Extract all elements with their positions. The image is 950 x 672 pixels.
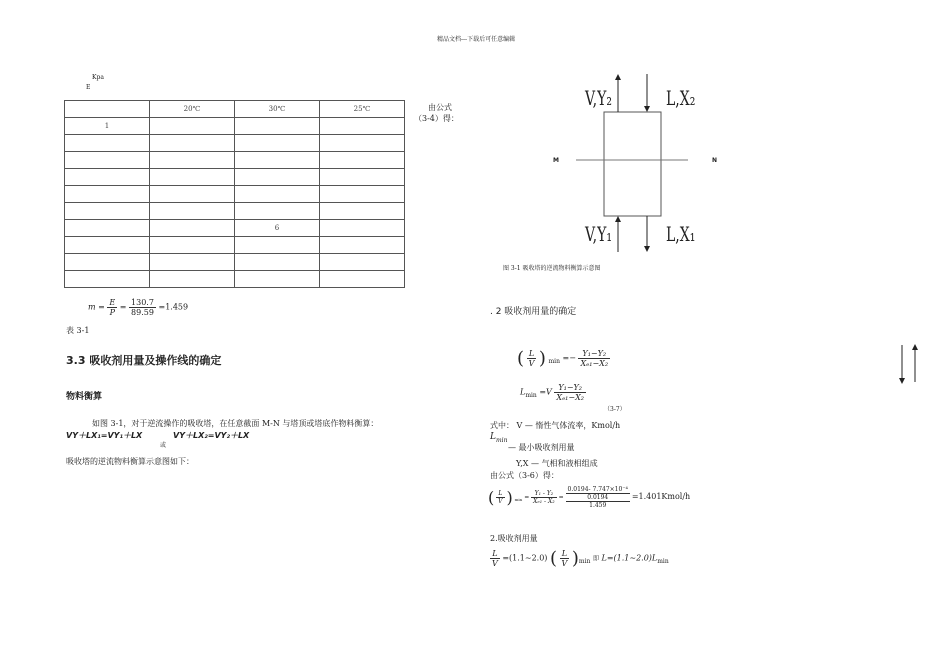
subscript-min: min bbox=[578, 558, 591, 566]
right-paren: ) bbox=[571, 548, 579, 569]
subscript-min: min bbox=[548, 358, 560, 366]
lmin-letter: L bbox=[490, 432, 496, 442]
table-header-cell: 20℃ bbox=[150, 101, 235, 118]
label-n: N bbox=[712, 157, 718, 164]
formula-side-note-1: 由公式 bbox=[428, 103, 452, 112]
denominator: V bbox=[492, 559, 498, 568]
formula-side-note-2: （3-4）得： bbox=[414, 114, 459, 123]
m-symbol: m bbox=[88, 302, 96, 312]
fraction-y-diff-over-x-diff bbox=[531, 490, 557, 505]
calculation-equation bbox=[488, 486, 690, 509]
gas-in-arrowhead bbox=[615, 216, 621, 222]
section-absorbent-amount: . 2 吸收剂用量的确定 bbox=[490, 307, 577, 317]
equation-number: （3-7） bbox=[604, 406, 626, 413]
numerator: Y₁ - Y₂ bbox=[531, 490, 557, 498]
left-paren: ( bbox=[549, 548, 557, 569]
numerator: L bbox=[560, 549, 570, 559]
equals-sign: = bbox=[524, 494, 530, 501]
unit-kpa: Kpa bbox=[92, 74, 104, 81]
definition-lmin: — 最小吸收剂用量 bbox=[508, 443, 575, 452]
table-cell: 1 bbox=[65, 118, 150, 135]
numerator: Y₁−Y₂ bbox=[578, 349, 610, 359]
definition-v: 式中： V — 惰性气体流率，Kmol/h bbox=[490, 421, 621, 430]
fraction-l-over-v bbox=[527, 349, 537, 368]
absorber-column bbox=[604, 112, 661, 216]
table-header-cell: 25℃ bbox=[320, 101, 405, 118]
right-paren: ) bbox=[506, 488, 513, 507]
range-or: 即 bbox=[592, 555, 599, 563]
definition-lmin-symbol bbox=[490, 432, 507, 444]
denominator: Xₑ₁ - X₂ bbox=[533, 498, 555, 505]
margin-up-arrowhead bbox=[912, 344, 918, 350]
numerator: 0.0194- 7.747×10⁻⁴ bbox=[567, 486, 628, 493]
range-factor: =(1.1~2.0) bbox=[502, 553, 548, 563]
margin-down-arrowhead bbox=[899, 378, 905, 384]
numerator: E bbox=[109, 298, 116, 307]
equals-sign: = bbox=[558, 494, 564, 501]
denominator: Xₑ₁−X₂ bbox=[580, 359, 609, 368]
equation-range bbox=[490, 548, 669, 569]
table-cell: 6 bbox=[235, 220, 320, 237]
fraction-l-over-v bbox=[496, 490, 504, 505]
subscript-min: min bbox=[657, 558, 669, 566]
equation-2: VY＋LX₂=VY₂＋LX bbox=[173, 431, 250, 440]
fraction-l-over-v-min bbox=[560, 549, 570, 568]
right-paren: ) bbox=[538, 348, 546, 369]
liquid-out-arrowhead bbox=[644, 246, 650, 252]
fraction-y-over-x bbox=[554, 383, 586, 402]
table-header-cell: 30℃ bbox=[235, 101, 320, 118]
numerator: L bbox=[527, 349, 537, 359]
numerator: Y₁−Y₂ bbox=[554, 383, 586, 393]
gas-out-arrowhead bbox=[615, 74, 621, 80]
fraction-l-over-v bbox=[490, 549, 500, 568]
label-m: M bbox=[553, 157, 559, 164]
denominator: 89.59 bbox=[131, 308, 154, 317]
lmin-symbol: L bbox=[520, 387, 526, 397]
equation-lmin bbox=[520, 383, 586, 402]
numerator: L bbox=[490, 549, 500, 559]
equation-1: VY＋LX₁=VY₁＋LX bbox=[66, 431, 143, 440]
fraction-y-over-x bbox=[578, 349, 610, 368]
figure-caption: 图 3-1 吸收塔的逆流物料衡算示意图 bbox=[503, 265, 601, 272]
equals-sign: = bbox=[119, 302, 127, 312]
subsection-absorbent-amount: 2.吸收剂用量 bbox=[490, 534, 538, 543]
denominator: V bbox=[498, 498, 503, 505]
range-lmin: L=(1.1~2.0)L bbox=[601, 553, 658, 563]
subscript-min: min bbox=[495, 436, 508, 444]
numerator: 130.7 bbox=[131, 298, 154, 307]
calculation-result: =1.401Kmol/h bbox=[631, 492, 691, 501]
label-liquid-top: L,X₂ bbox=[666, 86, 696, 110]
subscript-min: min bbox=[525, 392, 537, 400]
label-gas-top: V,Y₂ bbox=[585, 86, 612, 110]
page-header: 精品文档---下载后可任意编辑 bbox=[437, 36, 516, 43]
paragraph-diagram-intro: 吸收塔的逆流物料衡算示意图如下： bbox=[66, 457, 194, 466]
subsection-title: 物料衡算 bbox=[66, 392, 103, 402]
denominator: P bbox=[109, 308, 115, 317]
definition-yx: Y,X — 气相和液相组成 bbox=[516, 459, 598, 468]
denominator: V bbox=[561, 559, 568, 568]
numerator: L bbox=[496, 490, 504, 498]
subscript-min: min bbox=[514, 497, 523, 503]
from-formula-3-6: 由公式（3-6）得： bbox=[490, 471, 559, 480]
section-title: 3.3 吸收剂用量及操作线的确定 bbox=[66, 354, 222, 367]
denominator-bottom: 1.459 bbox=[589, 502, 607, 509]
equation-lv-min bbox=[517, 348, 610, 369]
denominator-top: 0.0194 bbox=[566, 494, 630, 502]
unit-e: E bbox=[86, 84, 91, 91]
equals-sign: = bbox=[98, 302, 105, 312]
denominator: V bbox=[528, 359, 535, 368]
m-result: =1.459 bbox=[158, 302, 189, 312]
paragraph-material-balance: 如图 3-1，对于逆流操作的吸收塔，在任意截面 M-N 与塔顶或塔底作物料衡算： bbox=[92, 419, 379, 428]
equals-minus: =− bbox=[562, 353, 576, 363]
label-liquid-bottom: L,X₁ bbox=[666, 222, 696, 246]
left-paren: ( bbox=[517, 348, 525, 369]
label-gas-bottom: V,Y₁ bbox=[585, 222, 612, 246]
equals-v: =V bbox=[539, 387, 552, 397]
table-caption: 表 3-1 bbox=[66, 326, 90, 335]
liquid-in-arrowhead bbox=[644, 106, 650, 112]
equation-or: 或 bbox=[160, 442, 167, 449]
denominator: Xₑ₁−X₂ bbox=[556, 393, 584, 402]
left-paren: ( bbox=[488, 488, 495, 507]
fraction-calc-values bbox=[566, 486, 630, 509]
